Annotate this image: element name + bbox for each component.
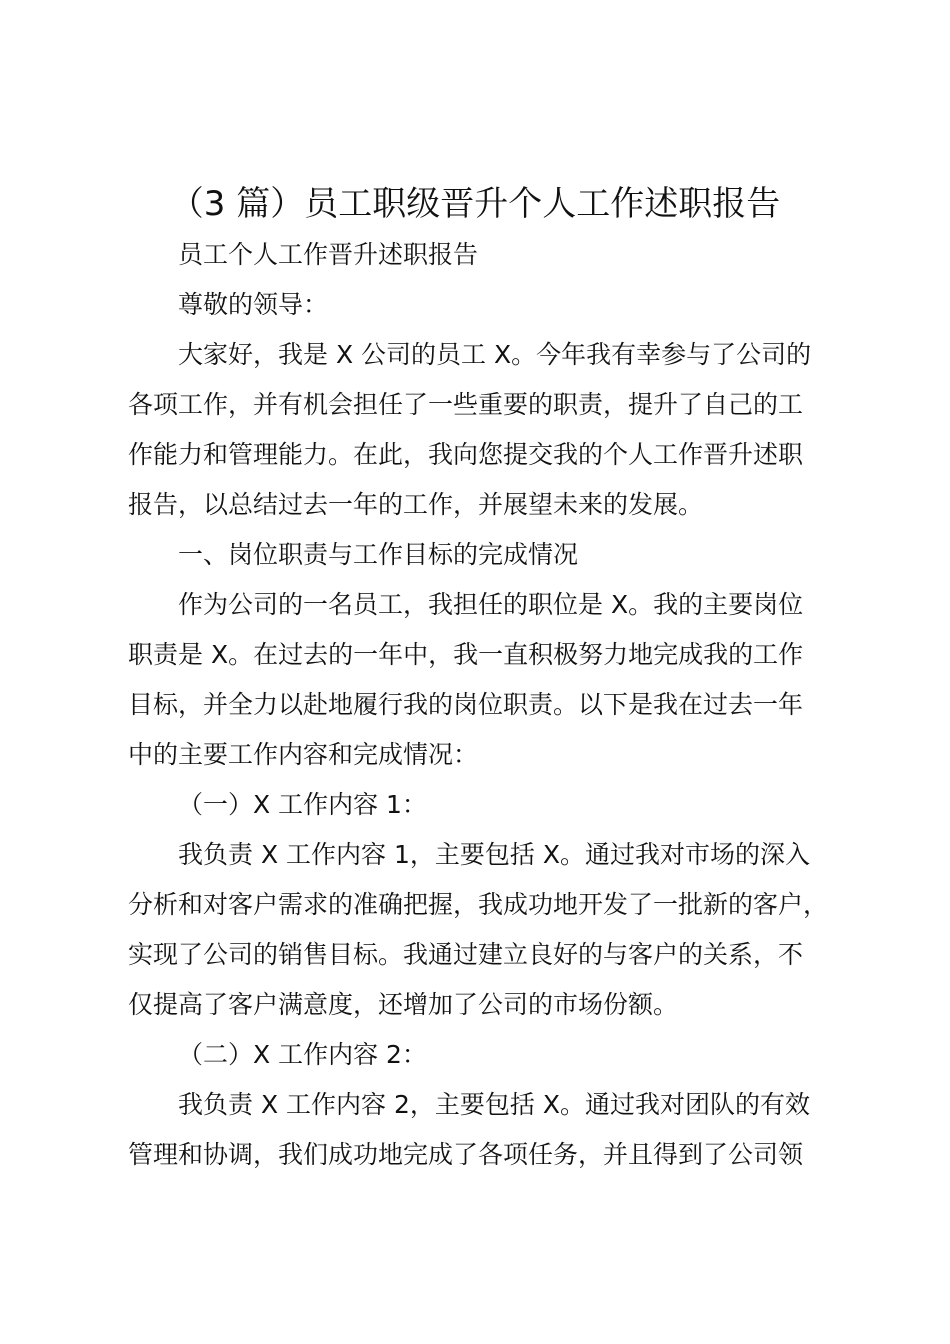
paragraph-line: 中的主要工作内容和完成情况： — [128, 740, 479, 769]
subsection-heading: （一）X 工作内容 1： — [178, 790, 427, 819]
salutation: 尊敬的领导： — [178, 290, 329, 319]
paragraph-line: 大家好，我是 X 公司的员工 X。今年我有幸参与了公司的 — [178, 340, 812, 369]
document-title: （3 篇）员工职级晋升个人工作述职报告 — [169, 184, 781, 224]
paragraph-line: 职责是 X。在过去的一年中，我一直积极努力地完成我的工作 — [128, 640, 804, 669]
paragraph-line: 管理和协调，我们成功地完成了各项任务，并且得到了公司领 — [128, 1140, 804, 1169]
paragraph-line: 报告，以总结过去一年的工作，并展望未来的发展。 — [128, 490, 704, 519]
paragraph-line: 作能力和管理能力。在此，我向您提交我的个人工作晋升述职 — [128, 440, 804, 469]
paragraph-line: 作为公司的一名员工，我担任的职位是 X。我的主要岗位 — [178, 590, 804, 619]
paragraph-line: 我负责 X 工作内容 2，主要包括 X。通过我对团队的有效 — [178, 1090, 810, 1119]
subsection-heading: （二）X 工作内容 2： — [178, 1040, 427, 1069]
paragraph-line: 我负责 X 工作内容 1，主要包括 X。通过我对市场的深入 — [178, 840, 810, 869]
paragraph-line: 分析和对客户需求的准确把握，我成功地开发了一批新的客户， — [128, 890, 829, 919]
paragraph-line: 目标，并全力以赴地履行我的岗位职责。以下是我在过去一年 — [128, 690, 804, 719]
paragraph-line: 仅提高了客户满意度，还增加了公司的市场份额。 — [128, 990, 679, 1019]
section-heading: 一、岗位职责与工作目标的完成情况 — [178, 540, 579, 569]
paragraph-line: 实现了公司的销售目标。我通过建立良好的与客户的关系，不 — [128, 940, 804, 969]
subtitle: 员工个人工作晋升述职报告 — [178, 240, 479, 269]
paragraph-line: 各项工作，并有机会担任了一些重要的职责，提升了自己的工 — [128, 390, 804, 419]
